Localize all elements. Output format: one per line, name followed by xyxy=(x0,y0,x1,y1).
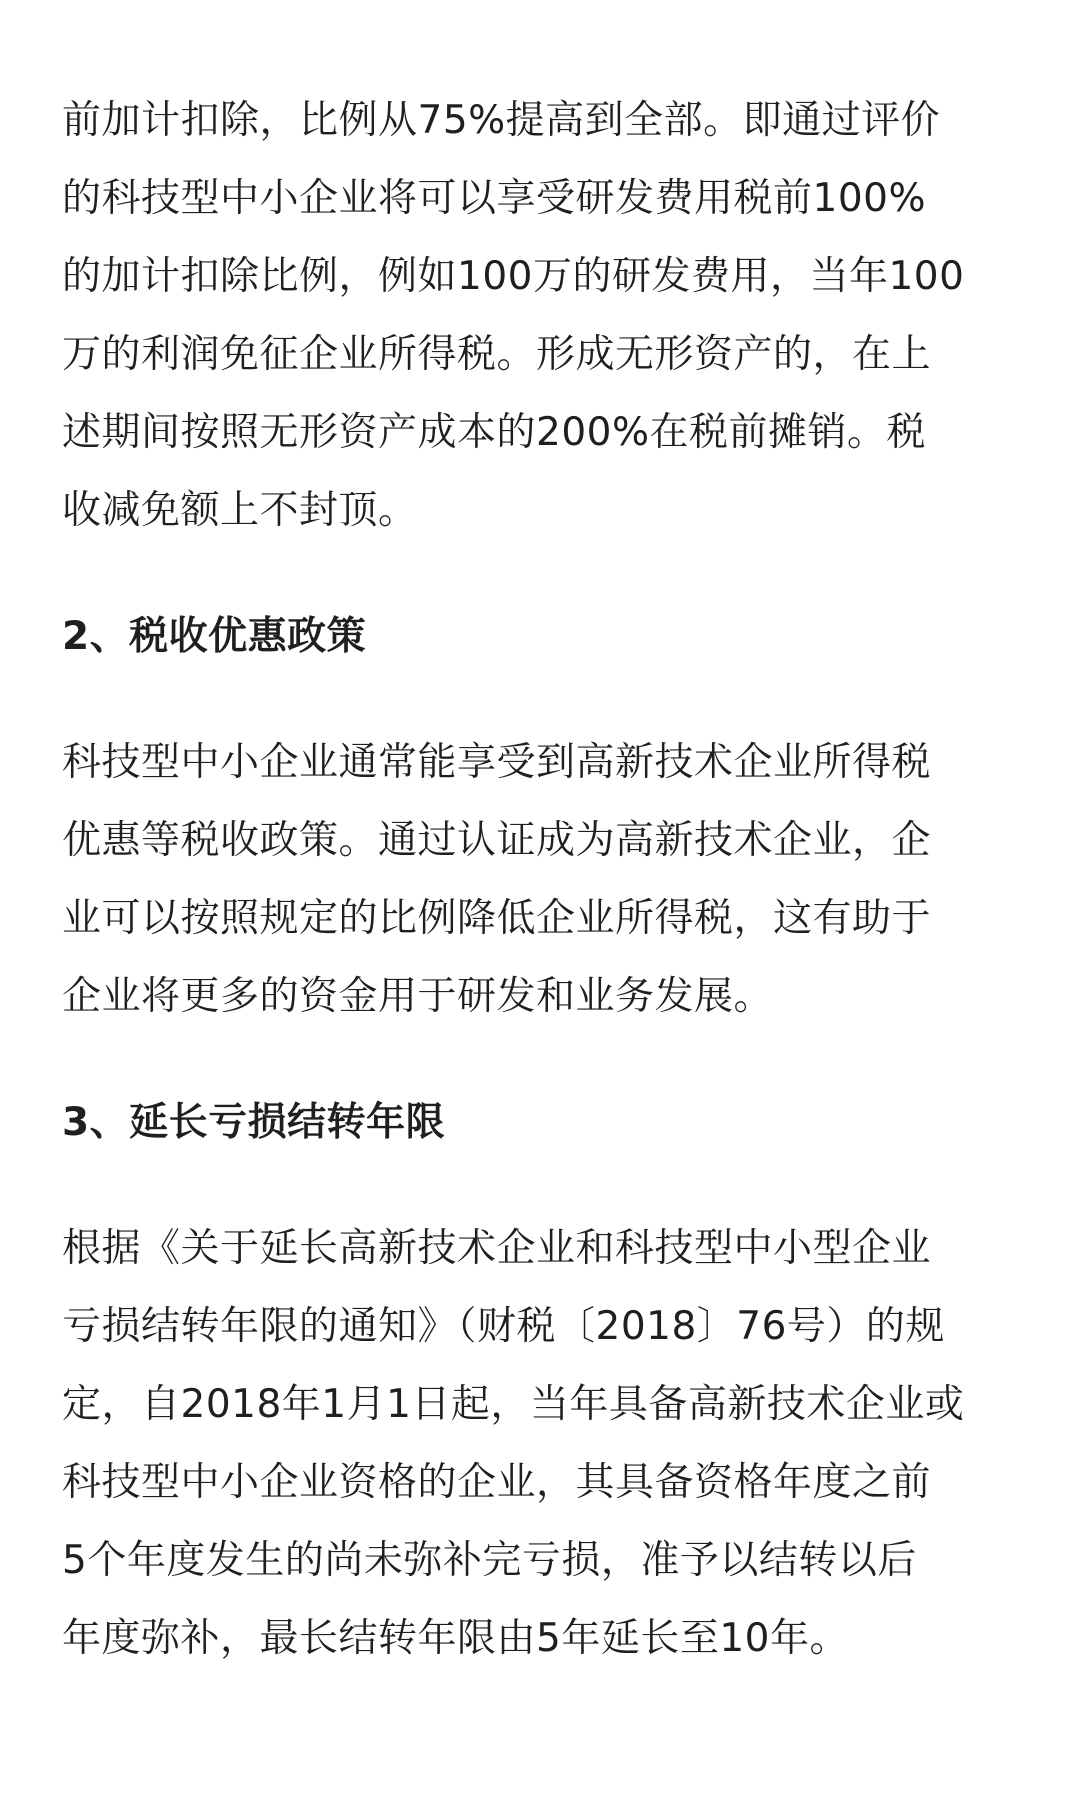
spacer xyxy=(62,1036,1022,1084)
paragraph-tax-policy xyxy=(62,724,1022,1036)
text-line: 的加计扣除比例，例如100万的研发费用，当年100 xyxy=(62,254,965,299)
text-line: 述期间按照无形资产成本的200%在税前摊销。税 xyxy=(62,410,926,455)
text-line: 亏损结转年限的通知》（财税〔2018〕76号）的规 xyxy=(62,1304,945,1349)
spacer xyxy=(62,550,1022,598)
text-line: 科技型中小企业资格的企业，其具备资格年度之前 xyxy=(62,1460,932,1505)
text-line: 科技型中小企业通常能享受到高新技术企业所得税 xyxy=(62,740,932,785)
text-line: 定，自2018年1月1日起，当年具备高新技术企业或 xyxy=(62,1382,965,1427)
section-heading-tax-policy: 2、税收优惠政策 xyxy=(62,614,367,659)
text-line: 的科技型中小企业将可以享受研发费用税前100% xyxy=(62,176,926,221)
text-line: 企业将更多的资金用于研发和业务发展。 xyxy=(62,974,774,1019)
text-line: 优惠等税收政策。通过认证成为高新技术企业，企 xyxy=(62,818,932,863)
text-line: 年度弥补，最长结转年限由5年延长至10年。 xyxy=(62,1616,849,1661)
text-line: 万的利润免征企业所得税。形成无形资产的，在上 xyxy=(62,332,932,377)
section-heading-loss-carryforward: 3、延长亏损结转年限 xyxy=(62,1100,446,1145)
paragraph-rd-deduction xyxy=(62,82,1022,550)
text-line: 业可以按照规定的比例降低企业所得税，这有助于 xyxy=(62,896,932,941)
spacer xyxy=(62,676,1022,724)
paragraph-loss-carryforward xyxy=(62,1210,1022,1678)
spacer xyxy=(62,1162,1022,1210)
text-line: 前加计扣除，比例从75%提高到全部。即通过评价 xyxy=(62,98,941,143)
text-line: 收减免额上不封顶。 xyxy=(62,488,418,533)
text-line: 根据《关于延长高新技术企业和科技型中小型企业 xyxy=(62,1226,932,1271)
text-line: 5个年度发生的尚未弥补完亏损，准予以结转以后 xyxy=(62,1538,917,1583)
article-body xyxy=(62,82,1022,1678)
